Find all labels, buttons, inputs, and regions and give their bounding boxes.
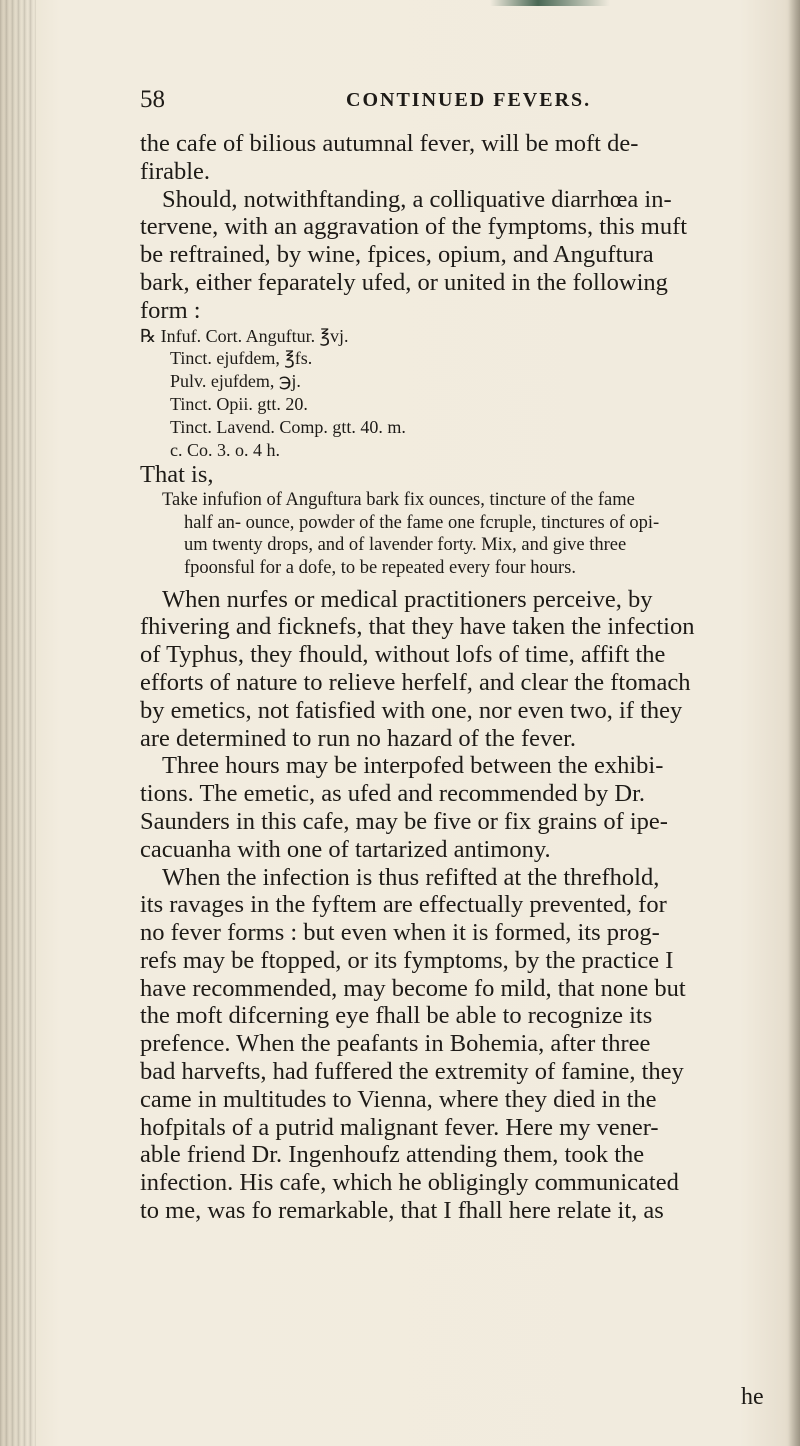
catchword: he — [741, 1384, 764, 1410]
text-line: Should, notwithftanding, a colliquative diarrhœa in- — [162, 185, 672, 213]
text-line: able friend Dr. Ingenhoufz attending them, took the — [140, 1141, 645, 1169]
prescription-block — [140, 325, 788, 462]
text-line: firable. — [140, 157, 211, 185]
text-line: refs may be ftopped, or its fymptoms, by the practice I — [140, 946, 674, 974]
prescription-line: Tinct. Opii. gtt. 20. — [170, 393, 308, 414]
text-line: Three hours may be interpofed between the exhibi- — [162, 752, 664, 780]
text-line: no fever forms : but even when it is formed, its prog- — [140, 919, 660, 947]
page-header — [140, 86, 800, 116]
text-line: tions. The emetic, as ufed and recommended by Dr. — [140, 780, 646, 808]
text-line: efforts of nature to relieve herfelf, and clear the ftomach — [140, 668, 691, 696]
prescription-line: Tinct. Lavend. Comp. gtt. 40. m. — [170, 416, 406, 437]
text-line: its ravages in the fyftem are effectually prevented, for — [140, 891, 667, 919]
translation-line: Take infufion of Anguftura bark fix ounces, tincture of the fame — [162, 490, 635, 511]
text-line: prefence. When the peafants in Bohemia, after three — [140, 1030, 651, 1058]
text-line: cacuanha with one of tartarized antimony. — [140, 835, 551, 863]
text-line: bark, either feparately ufed, or united in the following — [140, 268, 668, 296]
text-line: hofpitals of a putrid malignant fever. Here my vener- — [140, 1113, 659, 1141]
text-line: Saunders in this cafe, may be five or fix grains of ipe- — [140, 807, 668, 835]
text-line: infection. His cafe, which he obligingly communicated — [140, 1169, 679, 1197]
text-line: the cafe of bilious autumnal fever, will be moft de- — [140, 130, 639, 157]
text-line: are determined to run no hazard of the fever. — [140, 724, 577, 752]
translation-line: fpoonsful for a dofe, to be repeated every four hours. — [184, 557, 576, 578]
text-line: the moft difcerning eye fhall be able to recognize its — [140, 1002, 653, 1030]
prescription-line: c. Co. 3. o. 4 h. — [170, 439, 280, 460]
text-line: by emetics, not fatisfied with one, nor even two, if they — [140, 696, 683, 724]
text-line: When the infection is thus refifted at the threfhold, — [162, 863, 660, 891]
text-line: fhivering and ficknefs, that they have taken the infection — [140, 613, 695, 641]
translation-line: um twenty drops, and of lavender forty. Mix, and give three — [184, 535, 627, 556]
that-is-heading: That is, — [140, 461, 214, 489]
translation-block — [140, 489, 788, 579]
text-line: bad harvefts, had fuffered the extremity of famine, they — [140, 1058, 684, 1086]
page-number: 58 — [140, 86, 165, 113]
translation-line: half an- ounce, powder of the fame one fcruple, tinctures of opi- — [184, 512, 660, 533]
text-line: came in multitudes to Vienna, where they died in the — [140, 1085, 657, 1113]
text-line: be reftrained, by wine, fpices, opium, and Anguftura — [140, 241, 654, 269]
page-gutter-shadow — [0, 0, 36, 1446]
text-line: tervene, with an aggravation of the fymptoms, this muft — [140, 213, 688, 241]
text-line: have recommended, may become fo mild, that none but — [140, 974, 686, 1002]
text-line: to me, was fo remarkable, that I fhall here relate it, as — [140, 1197, 664, 1225]
prescription-line: Tinct. ejufdem, ℥fs. — [170, 348, 313, 369]
text-line: of Typhus, they fhould, without lofs of time, affift the — [140, 641, 666, 669]
running-head: CONTINUED FEVERS. — [346, 89, 592, 111]
prescription-line: ℞ Infuf. Cort. Anguftur. ℥vj. — [140, 325, 349, 346]
text-line: form : — [140, 296, 201, 324]
prescription-line: Pulv. ejufdem, ℈j. — [170, 371, 301, 392]
binding-strip — [490, 0, 610, 6]
text-line: When nurfes or medical practitioners perceive, by — [162, 585, 653, 613]
page-edge-shadow — [788, 0, 800, 1446]
body-text — [140, 130, 788, 1225]
